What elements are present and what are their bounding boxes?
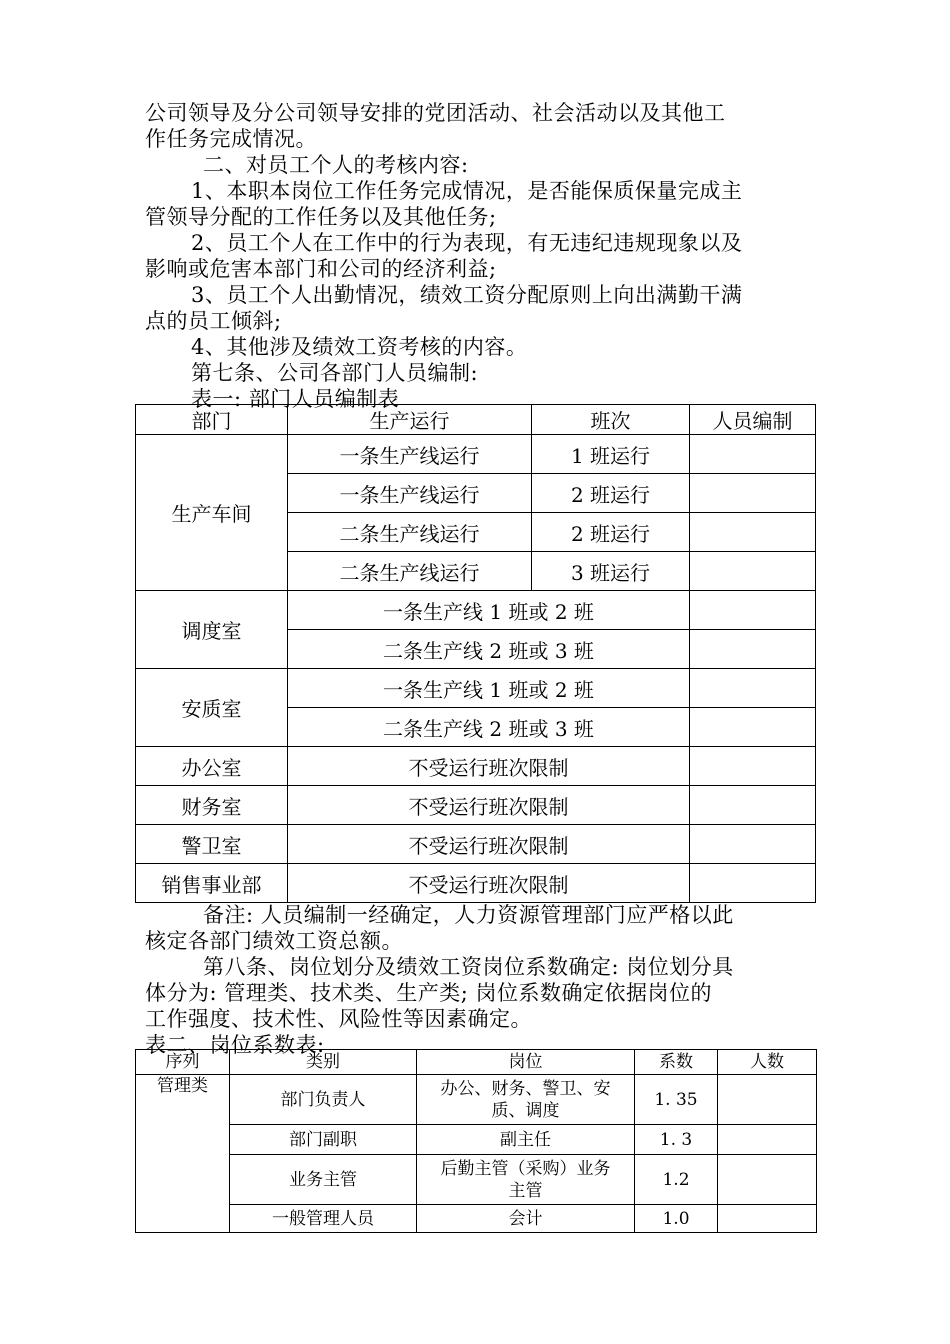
coef-cell: 1.2 <box>635 1155 718 1205</box>
shift-cell: 不受运行班次限制 <box>288 864 690 903</box>
dept-cell: 办公室 <box>136 747 288 786</box>
list-item-cont: 点的员工倾斜; <box>145 309 282 333</box>
dept-cell: 安质室 <box>136 669 288 747</box>
table-row <box>136 1125 817 1155</box>
paragraph-line: 公司领导及分公司领导安排的党团活动、社会活动以及其他工 <box>145 101 726 125</box>
staff-cell <box>690 591 816 630</box>
header-cell: 岗位 <box>417 1050 635 1075</box>
post-line: 办公、财务、警卫、安 <box>440 1078 611 1099</box>
intro-text <box>145 100 815 412</box>
header-cell: 人数 <box>718 1050 817 1075</box>
staffing-table <box>135 404 816 903</box>
header-cell: 部门 <box>136 405 288 435</box>
article-line: 第八条、岗位划分及绩效工资岗位系数确定: 岗位划分具 <box>203 955 734 979</box>
post-line: 主管 <box>508 1180 543 1201</box>
category-cell: 管理类 <box>136 1075 230 1233</box>
after-text <box>145 902 815 1058</box>
shift-cell: 2 班运行 <box>532 513 690 552</box>
staff-cell <box>690 669 816 708</box>
shift-cell: 不受运行班次限制 <box>288 747 690 786</box>
remark-line: 核定各部门绩效工资总额。 <box>145 929 403 953</box>
count-cell <box>718 1125 817 1155</box>
staff-cell <box>690 513 816 552</box>
list-item-cont: 影响或危害本部门和公司的经济利益; <box>145 257 497 281</box>
header-cell: 系数 <box>635 1050 718 1075</box>
shift-cell: 1 班运行 <box>532 435 690 474</box>
dept-cell: 警卫室 <box>136 825 288 864</box>
staff-cell <box>690 864 816 903</box>
line-cell: 一条生产线运行 <box>288 474 532 513</box>
header-cell: 生产运行 <box>288 405 532 435</box>
staff-cell <box>690 708 816 747</box>
staff-cell <box>690 786 816 825</box>
paragraph-line: 作任务完成情况。 <box>145 127 317 151</box>
shift-cell: 3 班运行 <box>532 552 690 591</box>
count-cell <box>718 1075 817 1125</box>
list-item: 4、其他涉及绩效工资考核的内容。 <box>191 335 528 359</box>
table-header-row <box>136 1050 817 1075</box>
type-cell: 部门副职 <box>230 1125 417 1155</box>
line-cell: 一条生产线运行 <box>288 435 532 474</box>
post-line: 后勤主管（采购）业务 <box>440 1158 611 1179</box>
list-item-cont: 管领导分配的工作任务以及其他任务; <box>145 205 497 229</box>
article-line: 工作强度、技术性、风险性等因素确定。 <box>145 1007 532 1031</box>
header-cell: 序列 <box>136 1050 230 1075</box>
line-cell: 二条生产线运行 <box>288 552 532 591</box>
staff-cell <box>690 630 816 669</box>
coef-cell: 1.0 <box>635 1205 718 1233</box>
staff-cell <box>690 435 816 474</box>
coef-cell: 1. 3 <box>635 1125 718 1155</box>
dept-cell: 调度室 <box>136 591 288 669</box>
shift-cell: 一条生产线 1 班或 2 班 <box>288 669 690 708</box>
staff-cell <box>690 825 816 864</box>
shift-cell: 2 班运行 <box>532 474 690 513</box>
post-line: 质、调度 <box>491 1100 560 1121</box>
shift-cell: 不受运行班次限制 <box>288 825 690 864</box>
list-item: 2、员工个人在工作中的行为表现，有无违纪违规现象以及 <box>191 231 743 255</box>
count-cell <box>718 1155 817 1205</box>
type-cell: 业务主管 <box>230 1155 417 1205</box>
type-cell: 一般管理人员 <box>230 1205 417 1233</box>
post-cell <box>417 1155 635 1205</box>
post-cell: 会计 <box>417 1205 635 1233</box>
shift-cell: 二条生产线 2 班或 3 班 <box>288 708 690 747</box>
table-row <box>136 1075 817 1125</box>
table-row <box>136 669 816 708</box>
remark-line: 备注: 人员编制一经确定，人力资源管理部门应严格以此 <box>203 903 734 927</box>
header-cell: 人员编制 <box>690 405 816 435</box>
count-cell <box>718 1205 817 1233</box>
dept-cell: 生产车间 <box>136 435 288 591</box>
dept-cell: 销售事业部 <box>136 864 288 903</box>
table-row <box>136 825 816 864</box>
list-item: 1、本职本岗位工作任务完成情况，是否能保质保量完成主 <box>191 179 743 203</box>
section-heading: 二、对员工个人的考核内容: <box>203 153 469 177</box>
table-row <box>136 435 816 474</box>
dept-cell: 财务室 <box>136 786 288 825</box>
post-cell <box>417 1075 635 1125</box>
table-row <box>136 1205 817 1233</box>
list-item: 3、员工个人出勤情况，绩效工资分配原则上向出满勤干满 <box>191 283 743 307</box>
table-caption: 表一: 部门人员编制表 <box>191 387 400 411</box>
table-row <box>136 786 816 825</box>
table-row <box>136 1155 817 1205</box>
article-line: 体分为: 管理类、技术类、生产类; 岗位系数确定依据岗位的 <box>145 981 712 1005</box>
coef-cell: 1. 35 <box>635 1075 718 1125</box>
table-row <box>136 864 816 903</box>
table-row <box>136 591 816 630</box>
staff-cell <box>690 747 816 786</box>
coefficient-table <box>135 1049 817 1233</box>
table-row <box>136 747 816 786</box>
staff-cell <box>690 552 816 591</box>
type-cell: 部门负责人 <box>230 1075 417 1125</box>
shift-cell: 不受运行班次限制 <box>288 786 690 825</box>
table-caption: 表二、岗位系数表: <box>145 1033 325 1057</box>
header-cell: 类别 <box>230 1050 417 1075</box>
staff-cell <box>690 474 816 513</box>
line-cell: 二条生产线运行 <box>288 513 532 552</box>
article-heading: 第七条、公司各部门人员编制: <box>191 361 479 385</box>
shift-cell: 一条生产线 1 班或 2 班 <box>288 591 690 630</box>
header-cell: 班次 <box>532 405 690 435</box>
table-header-row <box>136 405 816 435</box>
post-cell: 副主任 <box>417 1125 635 1155</box>
shift-cell: 二条生产线 2 班或 3 班 <box>288 630 690 669</box>
